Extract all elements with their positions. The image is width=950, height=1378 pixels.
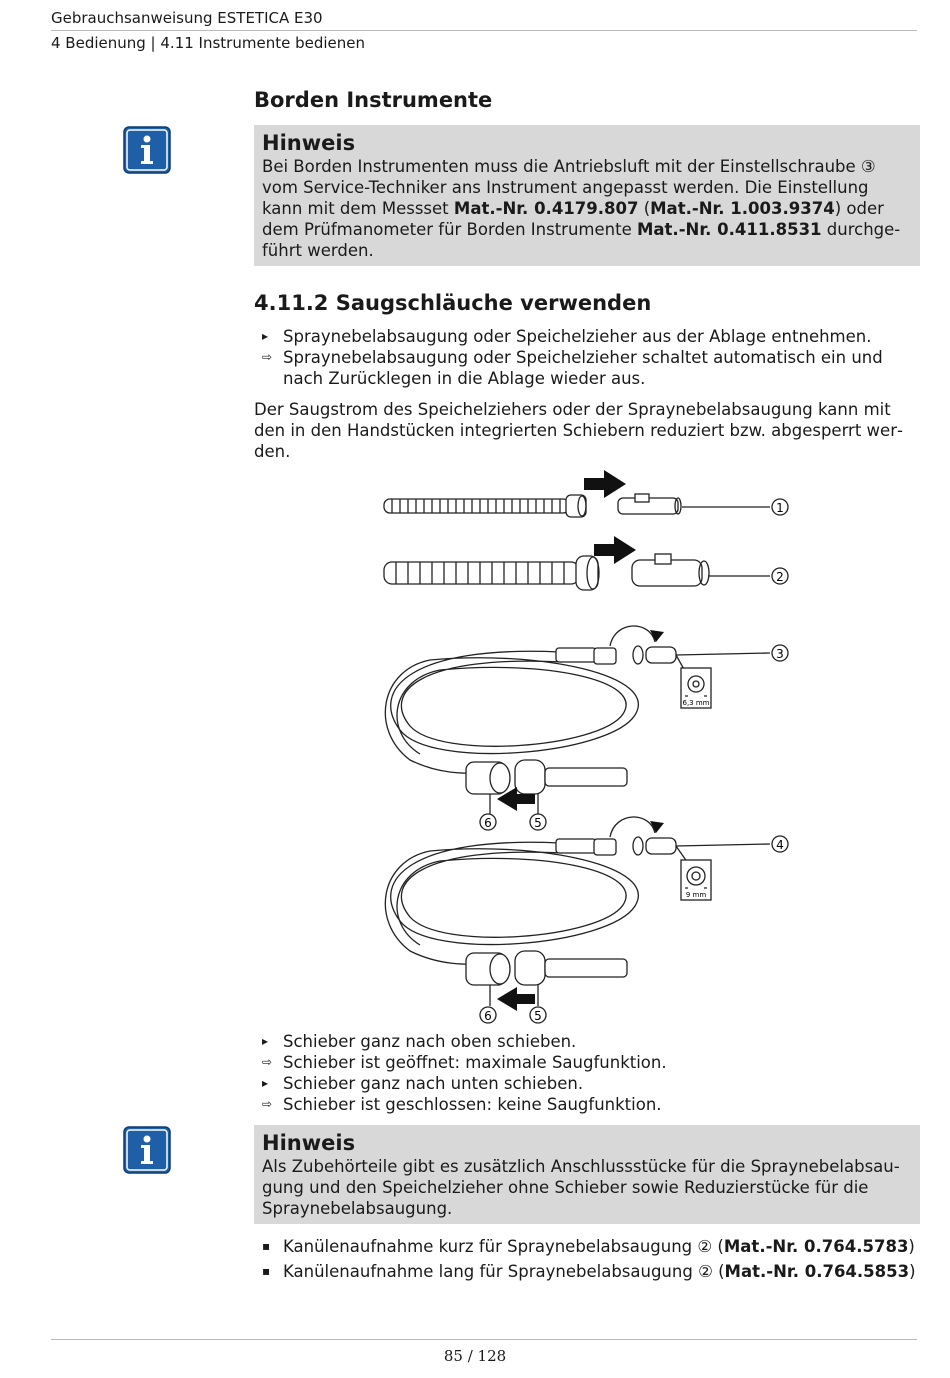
dimension-label: 6,3 mm: [682, 699, 710, 707]
list-item: ▪ Kanülenaufnahme lang für Spraynebelabsaugung ② (Mat.-Nr. 0.764.5853): [262, 1262, 916, 1281]
arrow-right-icon: [584, 470, 626, 498]
thick-hose-illustration: [384, 554, 709, 590]
callout-3: 3: [776, 647, 784, 661]
callout-6: 6: [484, 816, 492, 830]
callout-1: 1: [776, 501, 784, 515]
note-title: Hinweis: [262, 1131, 356, 1155]
page-number: 85 / 128: [443, 1347, 507, 1365]
callout-5: 5: [534, 1009, 542, 1023]
accessories-note: [254, 1125, 920, 1224]
thin-hose-illustration: [384, 494, 681, 517]
callout-4: 4: [776, 838, 784, 852]
document-title: Gebrauchsanweisung ESTETICA E30: [51, 9, 323, 27]
breadcrumb: 4 Bedienung | 4.11 Instrumente bedienen: [51, 34, 365, 52]
accessory-list: [262, 1236, 918, 1282]
note-text: Bei Borden Instrumenten muss die Antriebsluft mit der Einstellschraube ③ vom Service-Techniker ans Instrument angepasst werden. Die Einstellung kann mit dem Messset Mat.-Nr. 0.4179.807 (Mat.-Nr. 1.003.9374) oder dem Prüfmanometer für Borden Instrumente Mat.-Nr. 0.411.8531 durchgeführt werden.: [262, 157, 901, 260]
callout-2: 2: [776, 570, 784, 584]
callout-5: 5: [534, 816, 542, 830]
header-divider: [51, 30, 917, 31]
instruction-list: [262, 326, 918, 389]
body-paragraph: Der Saugstrom des Speichelziehers oder der Spraynebelabsaugung kann mit den in den Handstücken integrierten Schiebern reduziert bzw. abgesperrt werden.: [254, 400, 903, 461]
list-item: ⇨ Schieber ist geschlossen: keine Saugfunktion.: [262, 1095, 662, 1114]
spray-suction-hose-illustration: [385, 817, 770, 1006]
list-item: ▸ Schieber ganz nach oben schieben.: [262, 1032, 577, 1051]
list-item: ⇨ Spraynebelabsaugung oder Speichelzieher schaltet automatisch ein und nach Zurücklegen in die Ablage wieder aus.: [262, 348, 883, 388]
borden-note: [254, 125, 920, 266]
footer-divider: [51, 1339, 917, 1340]
note-title: Hinweis: [262, 131, 356, 155]
instruction-list: [262, 1031, 918, 1115]
borden-heading: Borden Instrumente: [254, 88, 493, 112]
dimension-label: 9 mm: [685, 891, 707, 899]
section-heading: 4.11.2 Saugschläuche verwenden: [254, 291, 652, 315]
callout-6: 6: [484, 1009, 492, 1023]
info-icon: [123, 126, 171, 174]
list-item: ▸ Spraynebelabsaugung oder Speichelzieher aus der Ablage entnehmen.: [262, 327, 872, 346]
note-text: Als Zubehörteile gibt es zusätzlich Anschlussstücke für die Spraynebelabsaugung und den Speichelzieher ohne Schieber sowie Reduzierstücke für die Spraynebelabsaugung.: [262, 1157, 900, 1218]
list-item: ▸ Schieber ganz nach unten schieben.: [262, 1074, 584, 1093]
list-item: ⇨ Schieber ist geöffnet: maximale Saugfunktion.: [262, 1053, 667, 1072]
list-item: ▪ Kanülenaufnahme kurz für Spraynebelabsaugung ② (Mat.-Nr. 0.764.5783): [262, 1237, 915, 1256]
saliva-ejector-hose-illustration: [385, 626, 770, 815]
arrow-right-icon: [594, 536, 636, 564]
arrow-left-icon: [497, 987, 535, 1011]
suction-hose-figure: [370, 470, 800, 1030]
info-icon: [123, 1126, 171, 1174]
